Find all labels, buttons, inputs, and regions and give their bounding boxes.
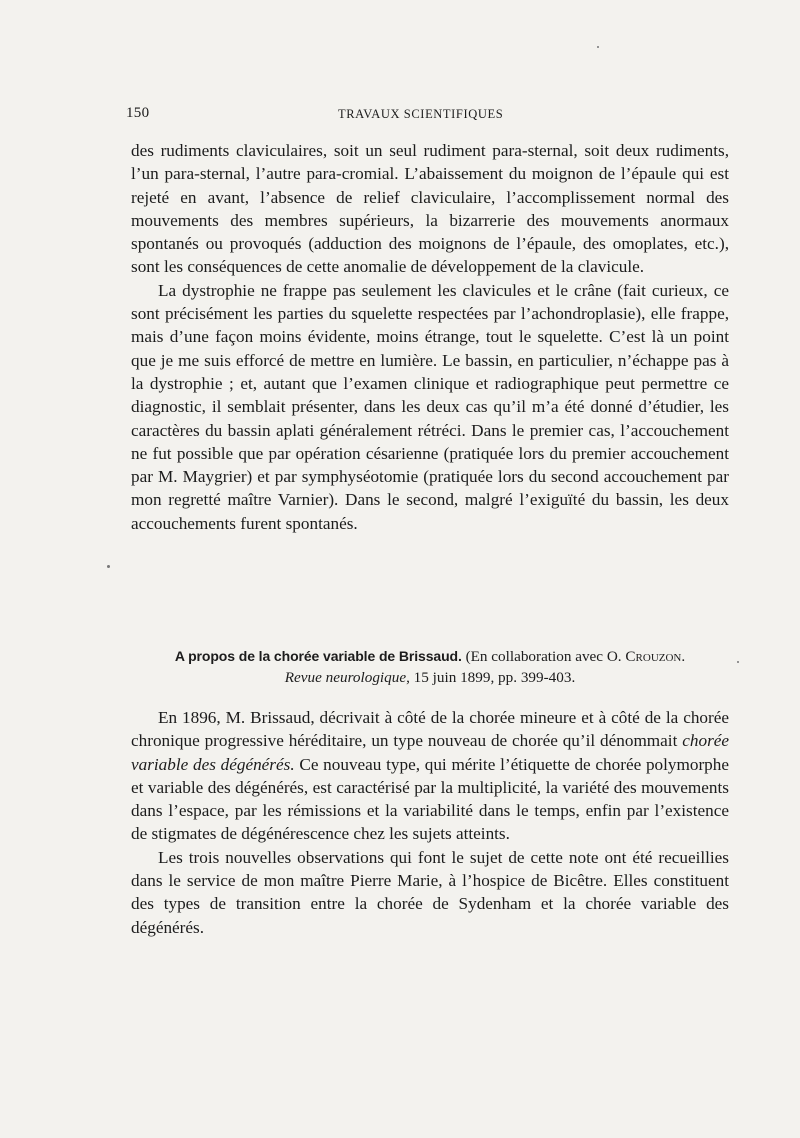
paragraph: des rudiments claviculaires, soit un seul rudiment para-sternal, soit deux rudiments, l’un para-sternal, l’autre para-cromial. L’abaissement du moignon de l’épaule qui est rejeté en avant, l’absence de relief claviculaire, l’accomplissement normal des mouvements des membres supérieurs, la bizarrerie des mouvements anormaux spontanés ou provoqués (adduction des moignons de l’épaule, des omoplates, etc.), sont les conséquences de cette anomalie de développement de la clavicule. xyxy=(131,141,729,277)
paragraph-text-start: En 1896, M. Brissaud, décrivait à côté de la chorée mineure et à côté de la chorée chronique progressive héréditaire, un type nouveau de chorée qu’il dénommait xyxy=(131,708,729,751)
scan-speck xyxy=(107,565,110,568)
reference-entry xyxy=(131,646,729,688)
scan-speck xyxy=(597,46,599,48)
section-body-1 xyxy=(131,139,729,535)
reference-title: A propos de la chorée variable de Brissaud. xyxy=(174,648,462,664)
reference-collab-name: Crouzon xyxy=(625,648,682,665)
reference-collab-suffix: . xyxy=(681,648,686,665)
page-header xyxy=(126,105,730,125)
paragraph-text-end: Ce nouveau type, qui mérite l’étiquette de chorée polymorphe et variable des dégénérés, est caractérisé par la multiplicité, la variété des mouvements dans l’espace, par les rémissions et la variabilité dans le temps, enfin par l’existence de stigmates de dégénérescence chez les sujets atteints. xyxy=(131,754,729,844)
section-body-2 xyxy=(131,706,729,939)
running-head: TRAVAUX SCIENTIFIQUES xyxy=(338,107,504,121)
scan-speck xyxy=(737,661,739,663)
paragraph: Les trois nouvelles observations qui font le sujet de cette note ont été recueillies dans le service de mon maître Pierre Marie, à l’hospice de Bicêtre. Elles constituent des types de transition entre la chorée de Sydenham et la chorée variable des dégénérés. xyxy=(131,847,729,937)
reference-journal: Revue neurologique xyxy=(284,669,407,686)
paragraph: La dystrophie ne frappe pas seulement les clavicules et le crâne (fait curieux, ce sont précisément les parties du squelette respectées par l’achondroplasie), elle frappe, mais d’une façon moins évidente, moins étrange, tout le squelette. C’est là un point que je me suis efforcé de mettre en lumière. Le bassin, en particulier, n’échappe pas à la dystrophie ; et, autant que l’examen clinique et radiographique peut permettre ce diagnostic, il semblait présenter, dans les deux cas qu’il m’a été donné d’étudier, les caractères du bassin aplati généralement rétréci. Dans le premier cas, l’accouchement ne fut possible que par opération césarienne (pratiquée lors du premier accouchement par M. Maygrier) et par symphyséotomie (pratiquée lors du second accouchement par mon regretté maître Varnier). Dans le second, malgré l’exiguïté du bassin, les deux accouchements furent spontanés. xyxy=(131,280,729,533)
paragraph xyxy=(131,706,729,846)
paragraph-text-italic: chorée variable des dégénérés. xyxy=(131,731,730,774)
reference-details: , 15 juin 1899, pp. 399-403. xyxy=(406,669,576,686)
reference-collab-prefix: (En collaboration avec O. xyxy=(465,648,622,665)
page-number: 150 xyxy=(126,105,150,121)
